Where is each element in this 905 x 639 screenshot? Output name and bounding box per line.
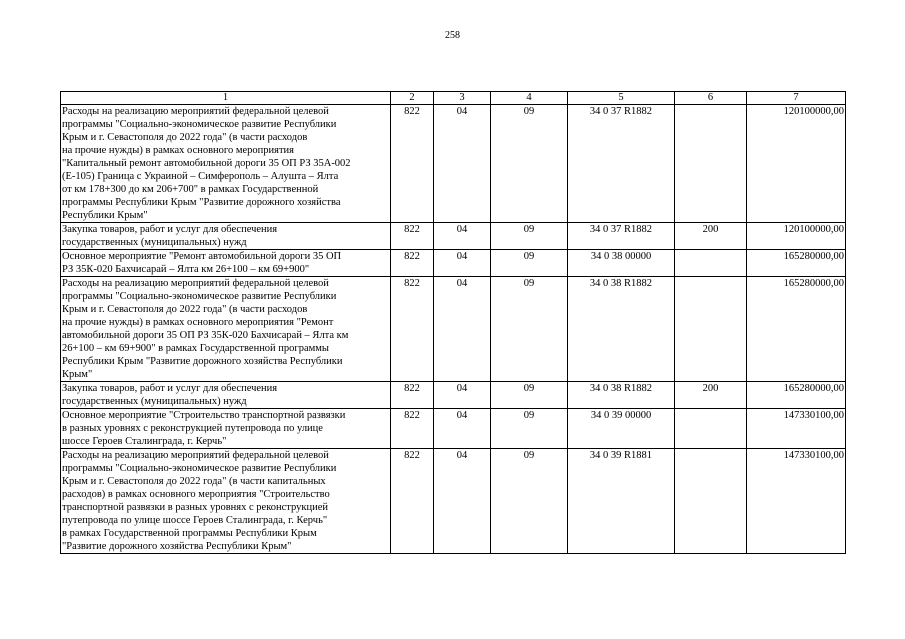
header-col-2: 2 xyxy=(391,92,434,105)
budget-table xyxy=(60,91,846,554)
row-amount: 147330100,00 xyxy=(747,409,846,449)
table-header xyxy=(61,92,846,105)
row-target-article: 34 0 38 00000 xyxy=(568,250,675,277)
row-section-code: 04 xyxy=(434,449,491,554)
row-amount: 120100000,00 xyxy=(747,223,846,250)
row-target-article: 34 0 39 00000 xyxy=(568,409,675,449)
row-ministry-code: 822 xyxy=(391,223,434,250)
table-row xyxy=(61,382,846,409)
row-target-article: 34 0 39 R1881 xyxy=(568,449,675,554)
row-section-code: 04 xyxy=(434,105,491,223)
table-row xyxy=(61,250,846,277)
row-ministry-code: 822 xyxy=(391,449,434,554)
row-target-article: 34 0 37 R1882 xyxy=(568,223,675,250)
header-col-6: 6 xyxy=(675,92,747,105)
table-row xyxy=(61,105,846,223)
row-subsection-code: 09 xyxy=(491,409,568,449)
row-amount: 120100000,00 xyxy=(747,105,846,223)
table-row xyxy=(61,449,846,554)
row-description: Закупка товаров, работ и услуг для обеспечения государственных (муниципальных) нужд xyxy=(61,223,391,250)
header-col-7: 7 xyxy=(747,92,846,105)
row-expense-type xyxy=(675,277,747,382)
page-number: 258 xyxy=(445,30,460,41)
row-target-article: 34 0 38 R1882 xyxy=(568,277,675,382)
row-section-code: 04 xyxy=(434,223,491,250)
row-description: Расходы на реализацию мероприятий федеральной целевой программы "Социально-экономическое развитие Республики Крым и г. Севастополя до 2022 года" (в части расходов на прочие нужды) в рамках основного мероприятия "Ремонт автомобильной дороги 35 ОП РЗ 35К-020 Бахчисарай – Ялта км 26+100 – км 69+900" в рамках Государственной программы Республики Крым "Развитие дорожного хозяйства Республики Крым" xyxy=(61,277,391,382)
row-target-article: 34 0 37 R1882 xyxy=(568,105,675,223)
row-expense-type xyxy=(675,449,747,554)
header-col-3: 3 xyxy=(434,92,491,105)
row-target-article: 34 0 38 R1882 xyxy=(568,382,675,409)
row-description: Закупка товаров, работ и услуг для обеспечения государственных (муниципальных) нужд xyxy=(61,382,391,409)
row-expense-type: 200 xyxy=(675,223,747,250)
row-section-code: 04 xyxy=(434,277,491,382)
row-section-code: 04 xyxy=(434,409,491,449)
table-row xyxy=(61,409,846,449)
row-description: Основное мероприятие "Ремонт автомобильной дороги 35 ОП РЗ 35К-020 Бахчисарай – Ялта км 26+100 – км 69+900" xyxy=(61,250,391,277)
row-ministry-code: 822 xyxy=(391,409,434,449)
row-subsection-code: 09 xyxy=(491,250,568,277)
row-section-code: 04 xyxy=(434,250,491,277)
header-row xyxy=(61,92,846,105)
row-amount: 165280000,00 xyxy=(747,277,846,382)
row-ministry-code: 822 xyxy=(391,105,434,223)
row-ministry-code: 822 xyxy=(391,382,434,409)
row-amount: 147330100,00 xyxy=(747,449,846,554)
row-description: Расходы на реализацию мероприятий федеральной целевой программы "Социально-экономическое развитие Республики Крым и г. Севастополя до 2022 года" (в части капитальных расходов) в рамках основного мероприятия "Строительство транспортной развязки в разных уровнях с реконструкцией путепровода по улице шоссе Героев Сталинграда, г. Керчь" в рамках Государственной программы Республики Крым "Развитие дорожного хозяйства Республики Крым" xyxy=(61,449,391,554)
row-expense-type: 200 xyxy=(675,382,747,409)
table-row xyxy=(61,223,846,250)
row-subsection-code: 09 xyxy=(491,105,568,223)
row-section-code: 04 xyxy=(434,382,491,409)
header-col-1: 1 xyxy=(61,92,391,105)
row-expense-type xyxy=(675,105,747,223)
row-amount: 165280000,00 xyxy=(747,382,846,409)
table-body xyxy=(61,105,846,554)
row-expense-type xyxy=(675,250,747,277)
row-ministry-code: 822 xyxy=(391,250,434,277)
row-amount: 165280000,00 xyxy=(747,250,846,277)
header-col-4: 4 xyxy=(491,92,568,105)
row-ministry-code: 822 xyxy=(391,277,434,382)
row-subsection-code: 09 xyxy=(491,223,568,250)
row-subsection-code: 09 xyxy=(491,449,568,554)
row-subsection-code: 09 xyxy=(491,277,568,382)
row-description: Основное мероприятие "Строительство транспортной развязки в разных уровнях с реконструкцией путепровода по улице шоссе Героев Сталинграда, г. Керчь" xyxy=(61,409,391,449)
row-description: Расходы на реализацию мероприятий федеральной целевой программы "Социально-экономическое развитие Республики Крым и г. Севастополя до 2022 года" (в части расходов на прочие нужды) в рамках основного мероприятия "Капитальный ремонт автомобильной дороги 35 ОП РЗ 35А-002 (Е-105) Граница с Украиной – Симферополь – Алушта – Ялта от км 178+300 до км 206+700" в рамках Государственной программы Республики Крым "Развитие дорожного хозяйства Республики Крым" xyxy=(61,105,391,223)
table-row xyxy=(61,277,846,382)
row-expense-type xyxy=(675,409,747,449)
header-col-5: 5 xyxy=(568,92,675,105)
row-subsection-code: 09 xyxy=(491,382,568,409)
